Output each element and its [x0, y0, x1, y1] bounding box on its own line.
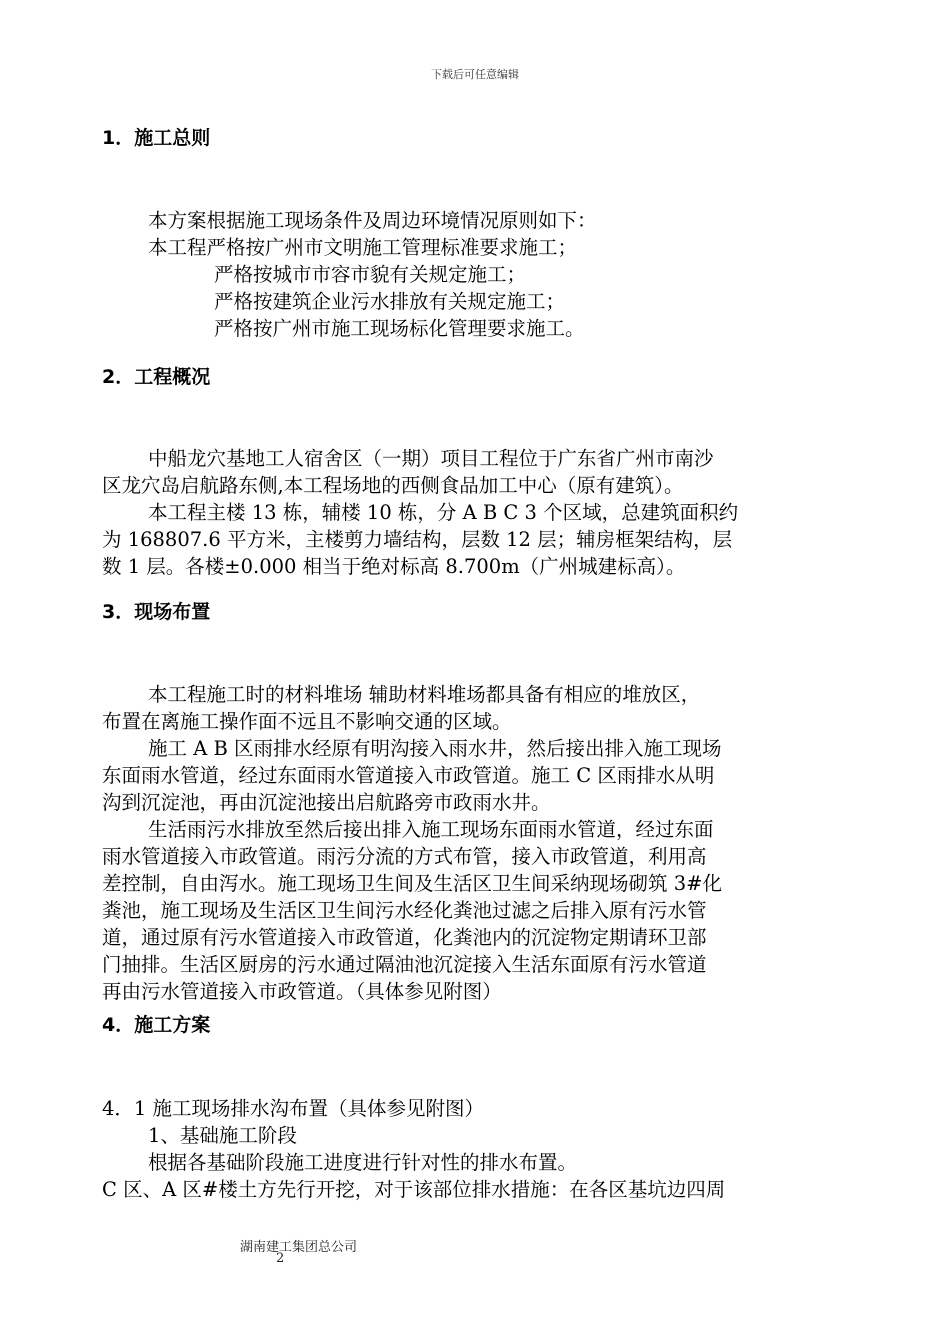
section-3-body: [102, 681, 810, 1005]
section-4-title: 4．施工方案: [102, 1014, 211, 1036]
body-line: 数 1 层。各楼±0.000 相当于绝对标高 8.700m（广州城建标高）。: [102, 555, 686, 578]
body-line: 粪池，施工现场及生活区卫生间污水经化粪池过滤之后排入原有污水管: [102, 899, 707, 922]
body-line: 沟到沉淀池，再由沉淀池接出启航路旁市政雨水井。: [102, 791, 551, 814]
body-line: 道，通过原有污水管道接入市政管道，化粪池内的沉淀物定期请环卫部: [102, 926, 707, 949]
section-4-line: C 区、A 区#楼土方先行开挖，对于该部位排水措施：在各区基坑边四周: [102, 1178, 726, 1201]
page-number: 2: [276, 1251, 285, 1266]
section-2-body: [102, 445, 810, 580]
subsection-title: 4．1 施工现场排水沟布置（具体参见附图）: [102, 1097, 485, 1120]
body-line: 为 168807.6 平方米，主楼剪力墙结构，层数 12 层；辅房框架结构，层: [102, 528, 733, 551]
body-line: 生活雨污水排放至然后接出排入施工现场东面雨水管道，经过东面: [148, 818, 714, 841]
body-line: 再由污水管道接入市政管道。（具体参见附图）: [102, 980, 502, 1003]
body-line: 东面雨水管道，经过东面雨水管道接入市政管道。施工 C 区雨排水从明: [102, 764, 715, 787]
page-header: 下载后可任意编辑: [431, 68, 519, 81]
body-line: 施工 A B 区雨排水经原有明沟接入雨水井，然后接出排入施工现场: [148, 737, 722, 760]
body-line: 雨水管道接入市政管道。雨污分流的方式布管，接入市政管道，利用高: [102, 845, 707, 868]
body-line: 布置在离施工操作面不远且不影响交通的区域。: [102, 710, 512, 733]
section-1-line: 本工程严格按广州市文明施工管理标准要求施工；: [148, 236, 578, 259]
section-4-line: 1、基础施工阶段: [148, 1124, 297, 1147]
section-2-title: 2．工程概况: [102, 366, 211, 388]
section-3-title: 3．现场布置: [102, 601, 211, 623]
body-line: 中船龙穴基地工人宿舍区（一期）项目工程位于广东省广州市南沙: [148, 447, 714, 470]
body-line: 门抽排。生活区厨房的污水通过隔油池沉淀接入生活东面原有污水管道: [102, 953, 707, 976]
section-1-line: 本方案根据施工现场条件及周边环境情况原则如下：: [148, 209, 597, 232]
section-1-line: 严格按广州市施工现场标化管理要求施工。: [214, 317, 585, 340]
section-1-title: 1．施工总则: [102, 127, 211, 149]
body-line: 本工程主楼 13 栋，辅楼 10 栋，分 A B C 3 个区域，总建筑面积约: [148, 501, 739, 524]
section-4-line: 根据各基础阶段施工进度进行针对性的排水布置。: [148, 1151, 578, 1174]
section-1-line: 严格按城市市容市貌有关规定施工；: [214, 263, 527, 286]
body-line: 区龙穴岛启航路东侧,本工程场地的西侧食品加工中心（原有建筑）。: [102, 474, 684, 497]
footer-company: 湖南建工集团总公司: [240, 1240, 358, 1255]
body-line: 本工程施工时的材料堆场 辅助材料堆场都具备有相应的堆放区，: [148, 683, 701, 706]
section-1-line: 严格按建筑企业污水排放有关规定施工；: [214, 290, 566, 313]
body-line: 差控制，自由泻水。施工现场卫生间及生活区卫生间采纳现场砌筑 3#化: [102, 872, 722, 895]
